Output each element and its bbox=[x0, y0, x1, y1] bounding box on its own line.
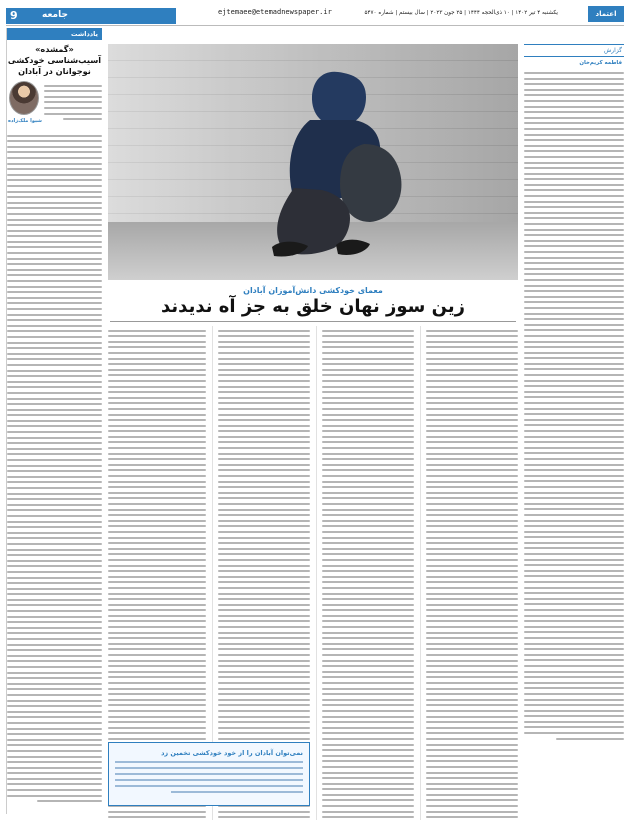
left-column-title: «گمشده» آسیب‌شناسی خودکشی نوجوانان در آبادان bbox=[7, 44, 102, 76]
page-number: 9 bbox=[10, 9, 18, 22]
main-headline: زین سوز نهان خلق به جز آه ندیدند bbox=[161, 296, 465, 317]
left-column bbox=[6, 28, 102, 814]
headline-kicker: معمای خودکشی دانش‌آموزان آبادان bbox=[243, 286, 383, 295]
quote-box bbox=[108, 742, 310, 806]
section-title: جامعه bbox=[42, 10, 68, 20]
quote-title: نمی‌توان آبادان را از خود خودکشی تخمین زد bbox=[161, 749, 303, 757]
main-photo bbox=[108, 44, 518, 280]
header-dateline: یکشنبه ۴ تیر ۱۴۰۲ | ۱۰ ذی‌الحجه ۱۴۴۴ | ۲۵ جون ۲۰۲۳ | سال بیستم | شماره ۵۴۷۰ bbox=[364, 10, 558, 16]
author-block bbox=[7, 81, 102, 131]
author-avatar-icon bbox=[9, 81, 39, 115]
right-author: فاطمه کریم‌خان bbox=[579, 60, 622, 66]
distressed-person-photo-icon bbox=[268, 62, 418, 262]
left-column-tag: یادداشت bbox=[7, 28, 102, 40]
article-columns bbox=[108, 326, 518, 810]
newspaper-logo: اعتماد bbox=[588, 6, 624, 22]
right-column-tag: گزارش bbox=[524, 44, 624, 57]
right-column bbox=[524, 44, 624, 814]
right-column-text bbox=[524, 72, 624, 740]
left-column-text bbox=[7, 131, 102, 802]
left-author: شیوا ملک‌زاده bbox=[8, 118, 42, 124]
article-column-4 bbox=[420, 326, 518, 820]
header-email: ejtemaee@etemadnewspaper.ir bbox=[218, 8, 332, 16]
headline-rule bbox=[110, 321, 516, 322]
article-column-3 bbox=[316, 326, 414, 820]
section-bar bbox=[6, 8, 176, 24]
